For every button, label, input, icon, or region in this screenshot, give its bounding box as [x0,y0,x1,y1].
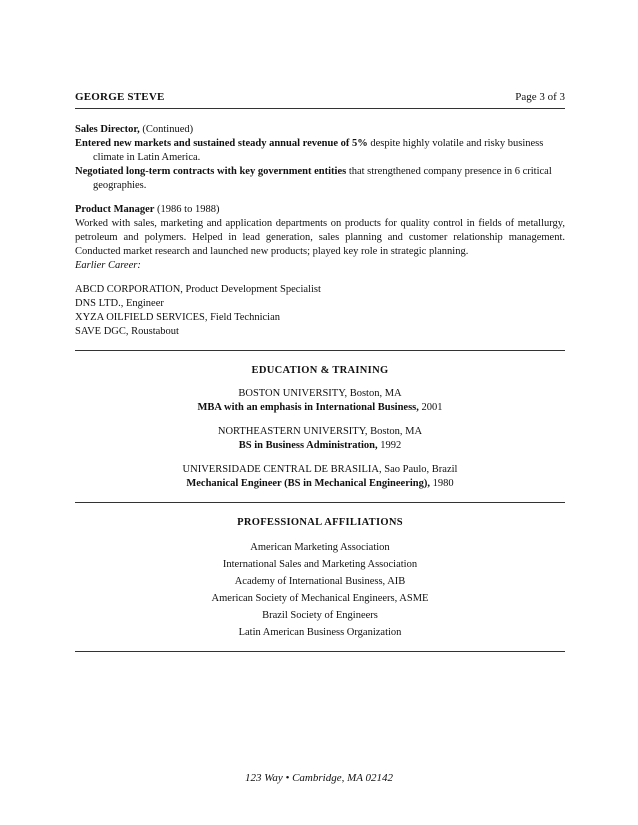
list-item: International Sales and Marketing Association [222,559,418,570]
section-rule [75,350,565,351]
education-entry [75,387,565,415]
affiliations-title: PROFESSIONAL AFFILIATIONS [237,517,403,528]
degree-name: Mechanical Engineer (BS in Mechanical Engineering), [186,478,430,489]
degree-year: 1980 [430,478,454,489]
product-manager-title: Product Manager [75,204,155,215]
school-name: NORTHEASTERN UNIVERSITY, Boston, MA [217,426,423,437]
sales-director-section [75,123,565,193]
earlier-career-label: Earlier Career: [75,260,141,271]
education-entry [75,425,565,453]
school-name: BOSTON UNIVERSITY, Boston, MA [238,388,402,399]
education-title: EDUCATION & TRAINING [251,365,389,376]
footer-address: 123 Way • Cambridge, MA 02142 [244,772,394,784]
product-manager-description: Worked with sales, marketing and application departments on products for quality control in fields of metallurgy, petroleum and polymers. Helped in lead generation, sales planning and customer relationship management. Conducted market research and launched new products; played key role in strategic planning. [75,218,565,257]
list-item: Brazil Society of Engineers [262,610,378,621]
earlier-career-list [75,283,565,339]
degree-year: 2001 [418,402,443,413]
page-number: Page 3 of 3 [515,91,565,103]
achievement-highlight: Entered new markets and sustained steady annual revenue of 5% [75,138,368,149]
achievement-item [75,137,565,165]
education-entry [75,463,565,491]
achievement-text: despite highly volatile and risky business climate in Latin America. [93,138,544,163]
degree-name: BS in Business Administration, [238,440,378,451]
section-rule [75,651,565,652]
list-item: American Society of Mechanical Engineers, ASME [211,593,429,604]
degree-name: MBA with an emphasis in International Business, [197,402,419,413]
list-item: Latin American Business Organization [238,627,402,638]
section-rule [75,502,565,503]
list-item: American Marketing Association [250,542,390,553]
list-item: XYZA OILFIELD SERVICES, Field Technician [75,312,281,323]
degree-year: 1992 [377,440,402,451]
affiliations-list [75,539,565,641]
resume-page [75,90,565,652]
achievement-item [75,165,565,193]
candidate-name: GEORGE STEVE [75,91,165,103]
product-manager-section [75,203,565,273]
achievement-highlight: Negotiated long-term contracts with key government entities [75,166,347,177]
list-item: SAVE DGC, Roustabout [75,326,179,337]
list-item: Academy of International Business, AIB [234,576,406,587]
sales-director-note: (Continued) [139,124,194,135]
list-item: DNS LTD., Engineer [75,298,164,309]
header-rule [75,108,565,109]
sales-director-title: Sales Director, [75,124,140,135]
school-name: UNIVERSIDADE CENTRAL DE BRASILIA, Sao Paulo, Brazil [182,464,458,475]
page-header [75,90,565,104]
product-manager-dates: (1986 to 1988) [154,204,220,215]
list-item: ABCD CORPORATION, Product Development Specialist [75,284,321,295]
achievement-text: that strengthened company presence in 6 critical geographies. [93,166,552,191]
